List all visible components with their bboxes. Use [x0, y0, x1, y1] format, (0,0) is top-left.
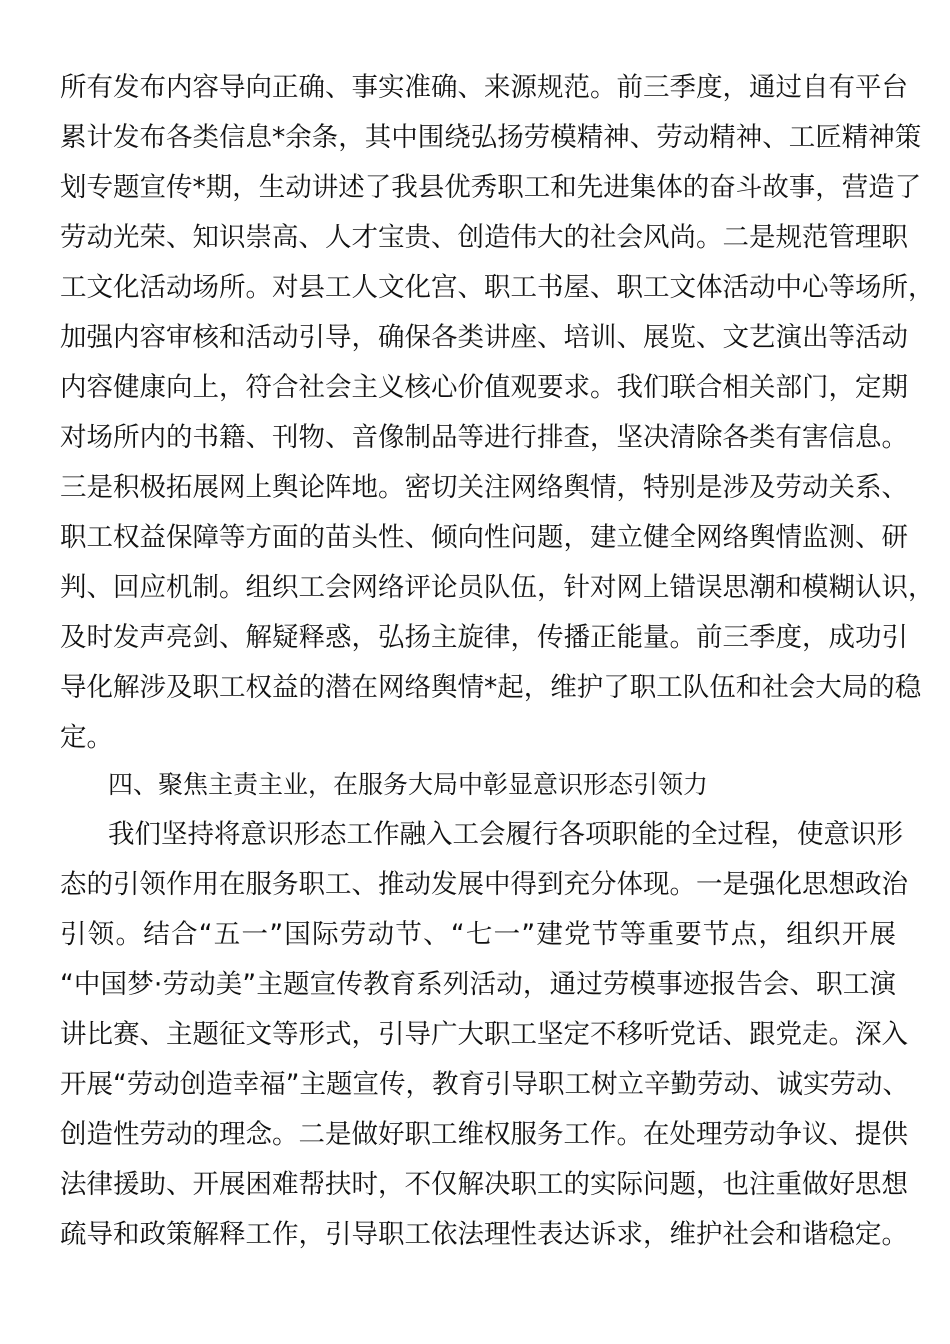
paragraph-line: 划专题宣传*期，生动讲述了我县优秀职工和先进集体的奋斗故事，营造了: [60, 172, 922, 203]
paragraph-line: 判、回应机制。组织工会网络评论员队伍，针对网上错误思潮和模糊认识，: [60, 572, 935, 603]
paragraph-line: 加强内容审核和活动引导，确保各类讲座、培训、展览、文艺演出等活动: [60, 322, 908, 353]
paragraph-line: 所有发布内容导向正确、事实准确、来源规范。前三季度，通过自有平台: [60, 72, 908, 103]
paragraph-line: 导化解涉及职工权益的潜在网络舆情*起，维护了职工队伍和社会大局的稳: [60, 672, 922, 703]
paragraph-line: 态的引领作用在服务职工、推动发展中得到充分体现。一是强化思想政治: [60, 869, 908, 900]
paragraph-line: 法律援助、开展困难帮扶时，不仅解决职工的实际问题，也注重做好思想: [60, 1169, 908, 1200]
section-heading: 四、聚焦主责主业，在服务大局中彰显意识形态引领力: [108, 770, 709, 799]
paragraph-line: 对场所内的书籍、刊物、音像制品等进行排查，坚决清除各类有害信息。: [60, 422, 908, 453]
paragraph-line: “中国梦·劳动美”主题宣传教育系列活动，通过劳模事迹报告会、职工演: [60, 969, 896, 1000]
paragraph-line: 累计发布各类信息*余条，其中围绕弘扬劳模精神、劳动精神、工匠精神策: [60, 122, 922, 153]
paragraph-line: 开展“劳动创造幸福”主题宣传，教育引导职工树立辛勤劳动、诚实劳动、: [60, 1069, 909, 1100]
paragraph-line: 讲比赛、主题征文等形式，引导广大职工坚定不移听党话、跟党走。深入: [60, 1019, 908, 1050]
paragraph-line: 工文化活动场所。对县工人文化宫、职工书屋、职工文体活动中心等场所，: [60, 272, 935, 303]
paragraph-line: 劳动光荣、知识崇高、人才宝贵、创造伟大的社会风尚。二是规范管理职: [60, 222, 908, 253]
paragraph-line: 三是积极拓展网上舆论阵地。密切关注网络舆情，特别是涉及劳动关系、: [60, 472, 908, 503]
paragraph-line: 及时发声亮剑、解疑释惑，弘扬主旋律，传播正能量。前三季度，成功引: [60, 622, 908, 653]
paragraph-line: 创造性劳动的理念。二是做好职工维权服务工作。在处理劳动争议、提供: [60, 1119, 908, 1150]
paragraph-line: 内容健康向上，符合社会主义核心价值观要求。我们联合相关部门，定期: [60, 372, 908, 403]
paragraph-line: 职工权益保障等方面的苗头性、倾向性问题，建立健全网络舆情监测、研: [60, 522, 908, 553]
paragraph-line: 引领。结合“五一”国际劳动节、“七一”建党节等重要节点，组织开展: [60, 919, 896, 950]
paragraph-line: 定。: [60, 722, 113, 753]
paragraph-line: 我们坚持将意识形态工作融入工会履行各项职能的全过程，使意识形: [108, 819, 903, 850]
paragraph-line: 疏导和政策解释工作，引导职工依法理性表达诉求，维护社会和谐稳定。: [60, 1219, 908, 1250]
